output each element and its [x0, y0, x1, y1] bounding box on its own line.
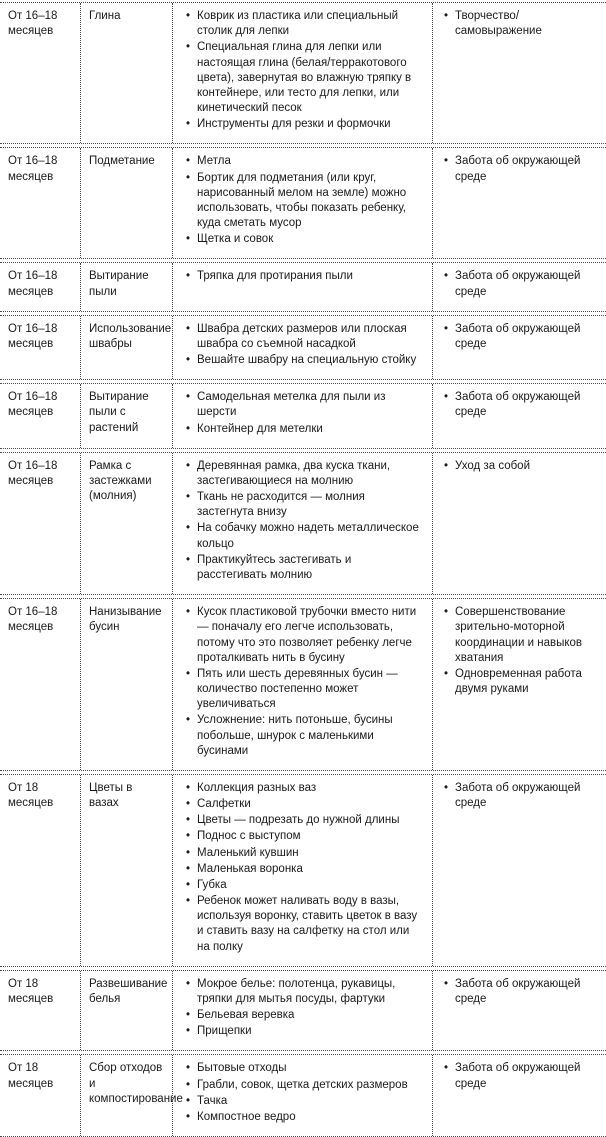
- purpose-cell: [432, 263, 606, 310]
- bullet-item: • Самодельная метелка для пыли из шерсти: [185, 390, 424, 420]
- materials-list: [185, 781, 424, 955]
- bullet-item: • Поднос с выступом: [185, 829, 424, 844]
- bullet-item: • Цветы — подрезать до нужной длины: [185, 813, 424, 828]
- activity-label: Использование швабры: [89, 322, 172, 350]
- bullet-item: • Практикуйтесь застегивать и расстегивать молнию: [185, 553, 424, 583]
- bullet-item: • Бортик для подметания (или круг, нарисованный мелом на земле) можно использовать, чтобы показать ребенку, куда сметать мусор: [185, 171, 424, 232]
- table-row: [0, 774, 606, 967]
- bullet-item: • Кусок пластиковой трубочки вместо нити — поначалу его легче использовать, потому что это позволяет ребенку легче проталкивать нить в бусину: [185, 605, 424, 666]
- materials-cell: [172, 599, 432, 770]
- bullet-item: • Тряпка для протирания пыли: [185, 269, 424, 284]
- bullet-item: • Специальная глина для лепки или настоящая глина (белая/терракотового цвета), завернутая во влажную тряпку в контейнере, или тесто для лепки, или кинетический песок: [185, 40, 424, 116]
- bullet-item: • Вешайте швабру на специальную стойку: [185, 353, 424, 368]
- materials-cell: [172, 453, 432, 594]
- purpose-list: [443, 781, 598, 811]
- activity-cell: [80, 3, 172, 143]
- age-cell: [0, 148, 80, 258]
- materials-cell: [172, 1055, 432, 1136]
- materials-cell: [172, 384, 432, 448]
- bullet-item: • Коллекция разных ваз: [185, 781, 424, 796]
- activity-label: Глина: [89, 10, 121, 22]
- materials-list: [185, 322, 424, 369]
- age-label: От 18 месяцев: [8, 1062, 54, 1090]
- bullet-item: • Забота об окружающей среде: [443, 977, 598, 1007]
- bullet-item: • Грабли, совок, щетка детских размеров: [185, 1078, 424, 1093]
- bullet-item: • Щетка и совок: [185, 232, 424, 247]
- bullet-item: • Забота об окружающей среде: [443, 154, 598, 184]
- activity-label: Вытирание пыли: [89, 270, 149, 298]
- age-cell: [0, 384, 80, 448]
- age-label: От 16–18 месяцев: [8, 10, 58, 38]
- age-label: От 16–18 месяцев: [8, 155, 58, 183]
- activity-cell: [80, 971, 172, 1051]
- bullet-item: • Пять или шесть деревянных бусин — количество постепенно может увеличиваться: [185, 667, 424, 713]
- bullet-item: • Инструменты для резки и формочки: [185, 117, 424, 132]
- bullet-item: • Ткань не расходится — молния застегнута внизу: [185, 490, 424, 520]
- bullet-item: • Коврик из пластика или специальный столик для лепки: [185, 9, 424, 39]
- table-row: [0, 970, 606, 1052]
- bullet-item: • На собачку можно надеть металлическое кольцо: [185, 521, 424, 551]
- purpose-list: [443, 322, 598, 352]
- bullet-item: • Усложнение: нить потоньше, бусины побольше, шнурок с маленькими бусинами: [185, 713, 424, 759]
- bullet-item: • Уход за собой: [443, 459, 598, 474]
- age-cell: [0, 3, 80, 143]
- purpose-list: [443, 605, 598, 697]
- activity-label: Цветы в вазах: [89, 781, 133, 810]
- age-cell: [0, 453, 80, 594]
- materials-list: [185, 605, 424, 759]
- bullet-item: • Совершенствование зрительно-моторной координации и навыков хватания: [443, 605, 598, 666]
- bullet-item: • Тачка: [185, 1094, 424, 1109]
- purpose-cell: [432, 1055, 606, 1136]
- activity-cell: [80, 384, 172, 448]
- table-row: [0, 262, 606, 311]
- bullet-item: • Салфетки: [185, 797, 424, 812]
- purpose-cell: [432, 3, 606, 143]
- age-label: От 16–18 месяцев: [8, 459, 58, 487]
- bullet-item: • Мокрое белье: полотенца, рукавицы, тряпки для мытья посуды, фартуки: [185, 977, 424, 1007]
- activity-cell: [80, 316, 172, 380]
- purpose-cell: [432, 599, 606, 770]
- table-row: [0, 383, 606, 449]
- bullet-item: • Ребенок может наливать воду в вазы, используя воронку, ставить цветок в вазу и ставить вазу на салфетку на стол или на полку: [185, 894, 424, 955]
- age-label: От 16–18 месяцев: [8, 391, 58, 419]
- materials-list: [185, 9, 424, 132]
- table-row: [0, 598, 606, 771]
- table-row: [0, 452, 606, 595]
- activity-cell: [80, 148, 172, 258]
- materials-cell: [172, 263, 432, 310]
- purpose-cell: [432, 453, 606, 594]
- bullet-item: • Забота об окружающей среде: [443, 269, 598, 299]
- table-row: [0, 147, 606, 259]
- bullet-item: • Компостное ведро: [185, 1110, 424, 1125]
- activity-label: Вытирание пыли с растений: [89, 391, 149, 434]
- table-row: [0, 1054, 606, 1137]
- bullet-item: • Забота об окружающей среде: [443, 781, 598, 811]
- table-body: [0, 2, 606, 1137]
- bullet-item: • Швабра детских размеров или плоская швабра со съемной насадкой: [185, 322, 424, 352]
- age-cell: [0, 316, 80, 380]
- activity-cell: [80, 263, 172, 310]
- materials-cell: [172, 148, 432, 258]
- age-label: От 18 месяцев: [8, 977, 54, 1005]
- materials-list: [185, 459, 424, 583]
- bullet-item: • Бельевая веревка: [185, 1008, 424, 1023]
- purpose-cell: [432, 971, 606, 1051]
- activity-label: Нанизывание бусин: [89, 606, 162, 634]
- bullet-item: • Одновременная работа двумя руками: [443, 667, 598, 697]
- materials-list: [185, 269, 424, 284]
- purpose-list: [443, 269, 598, 299]
- age-cell: [0, 263, 80, 310]
- purpose-list: [443, 459, 598, 474]
- purpose-cell: [432, 316, 606, 380]
- table-row: [0, 2, 606, 144]
- materials-cell: [172, 775, 432, 966]
- bullet-item: • Забота об окружающей среде: [443, 1061, 598, 1091]
- activity-label: Сбор отходов и компостирование: [89, 1062, 183, 1105]
- bullet-item: • Забота об окружающей среде: [443, 322, 598, 352]
- purpose-list: [443, 9, 598, 39]
- materials-cell: [172, 316, 432, 380]
- age-cell: [0, 775, 80, 966]
- materials-cell: [172, 3, 432, 143]
- age-cell: [0, 1055, 80, 1136]
- bullet-item: • Прищепки: [185, 1024, 424, 1039]
- activity-cell: [80, 453, 172, 594]
- activity-label: Подметание: [89, 155, 155, 168]
- age-label: От 16–18 месяцев: [8, 606, 58, 634]
- purpose-list: [443, 1061, 598, 1091]
- purpose-cell: [432, 384, 606, 448]
- bullet-item: • Бытовые отходы: [185, 1061, 424, 1076]
- bullet-item: • Контейнер для метелки: [185, 422, 424, 437]
- purpose-list: [443, 154, 598, 184]
- activity-cell: [80, 599, 172, 770]
- bullet-item: • Творчество/самовыражение: [443, 9, 598, 39]
- bullet-item: • Маленький кувшин: [185, 846, 424, 861]
- materials-list: [185, 390, 424, 437]
- age-label: От 16–18 месяцев: [8, 322, 58, 350]
- age-label: От 18 месяцев: [8, 781, 54, 810]
- activity-cell: [80, 775, 172, 966]
- bullet-item: • Забота об окружающей среде: [443, 390, 598, 420]
- activity-label: Развешивание белья: [89, 977, 168, 1005]
- purpose-list: [443, 977, 598, 1007]
- bullet-item: • Метла: [185, 154, 424, 169]
- purpose-cell: [432, 148, 606, 258]
- bullet-item: • Деревянная рамка, два куска ткани, застегивающиеся на молнию: [185, 459, 424, 489]
- age-cell: [0, 971, 80, 1051]
- bullet-item: • Маленькая воронка: [185, 862, 424, 877]
- materials-list: [185, 977, 424, 1040]
- activity-label: Рамка с застежками (молния): [89, 459, 152, 503]
- age-cell: [0, 599, 80, 770]
- materials-list: [185, 154, 424, 247]
- table-row: [0, 315, 606, 381]
- materials-cell: [172, 971, 432, 1051]
- purpose-list: [443, 390, 598, 420]
- materials-list: [185, 1061, 424, 1125]
- activity-cell: [80, 1055, 183, 1136]
- age-label: От 16–18 месяцев: [8, 270, 58, 298]
- purpose-cell: [432, 775, 606, 966]
- bullet-item: • Губка: [185, 878, 424, 893]
